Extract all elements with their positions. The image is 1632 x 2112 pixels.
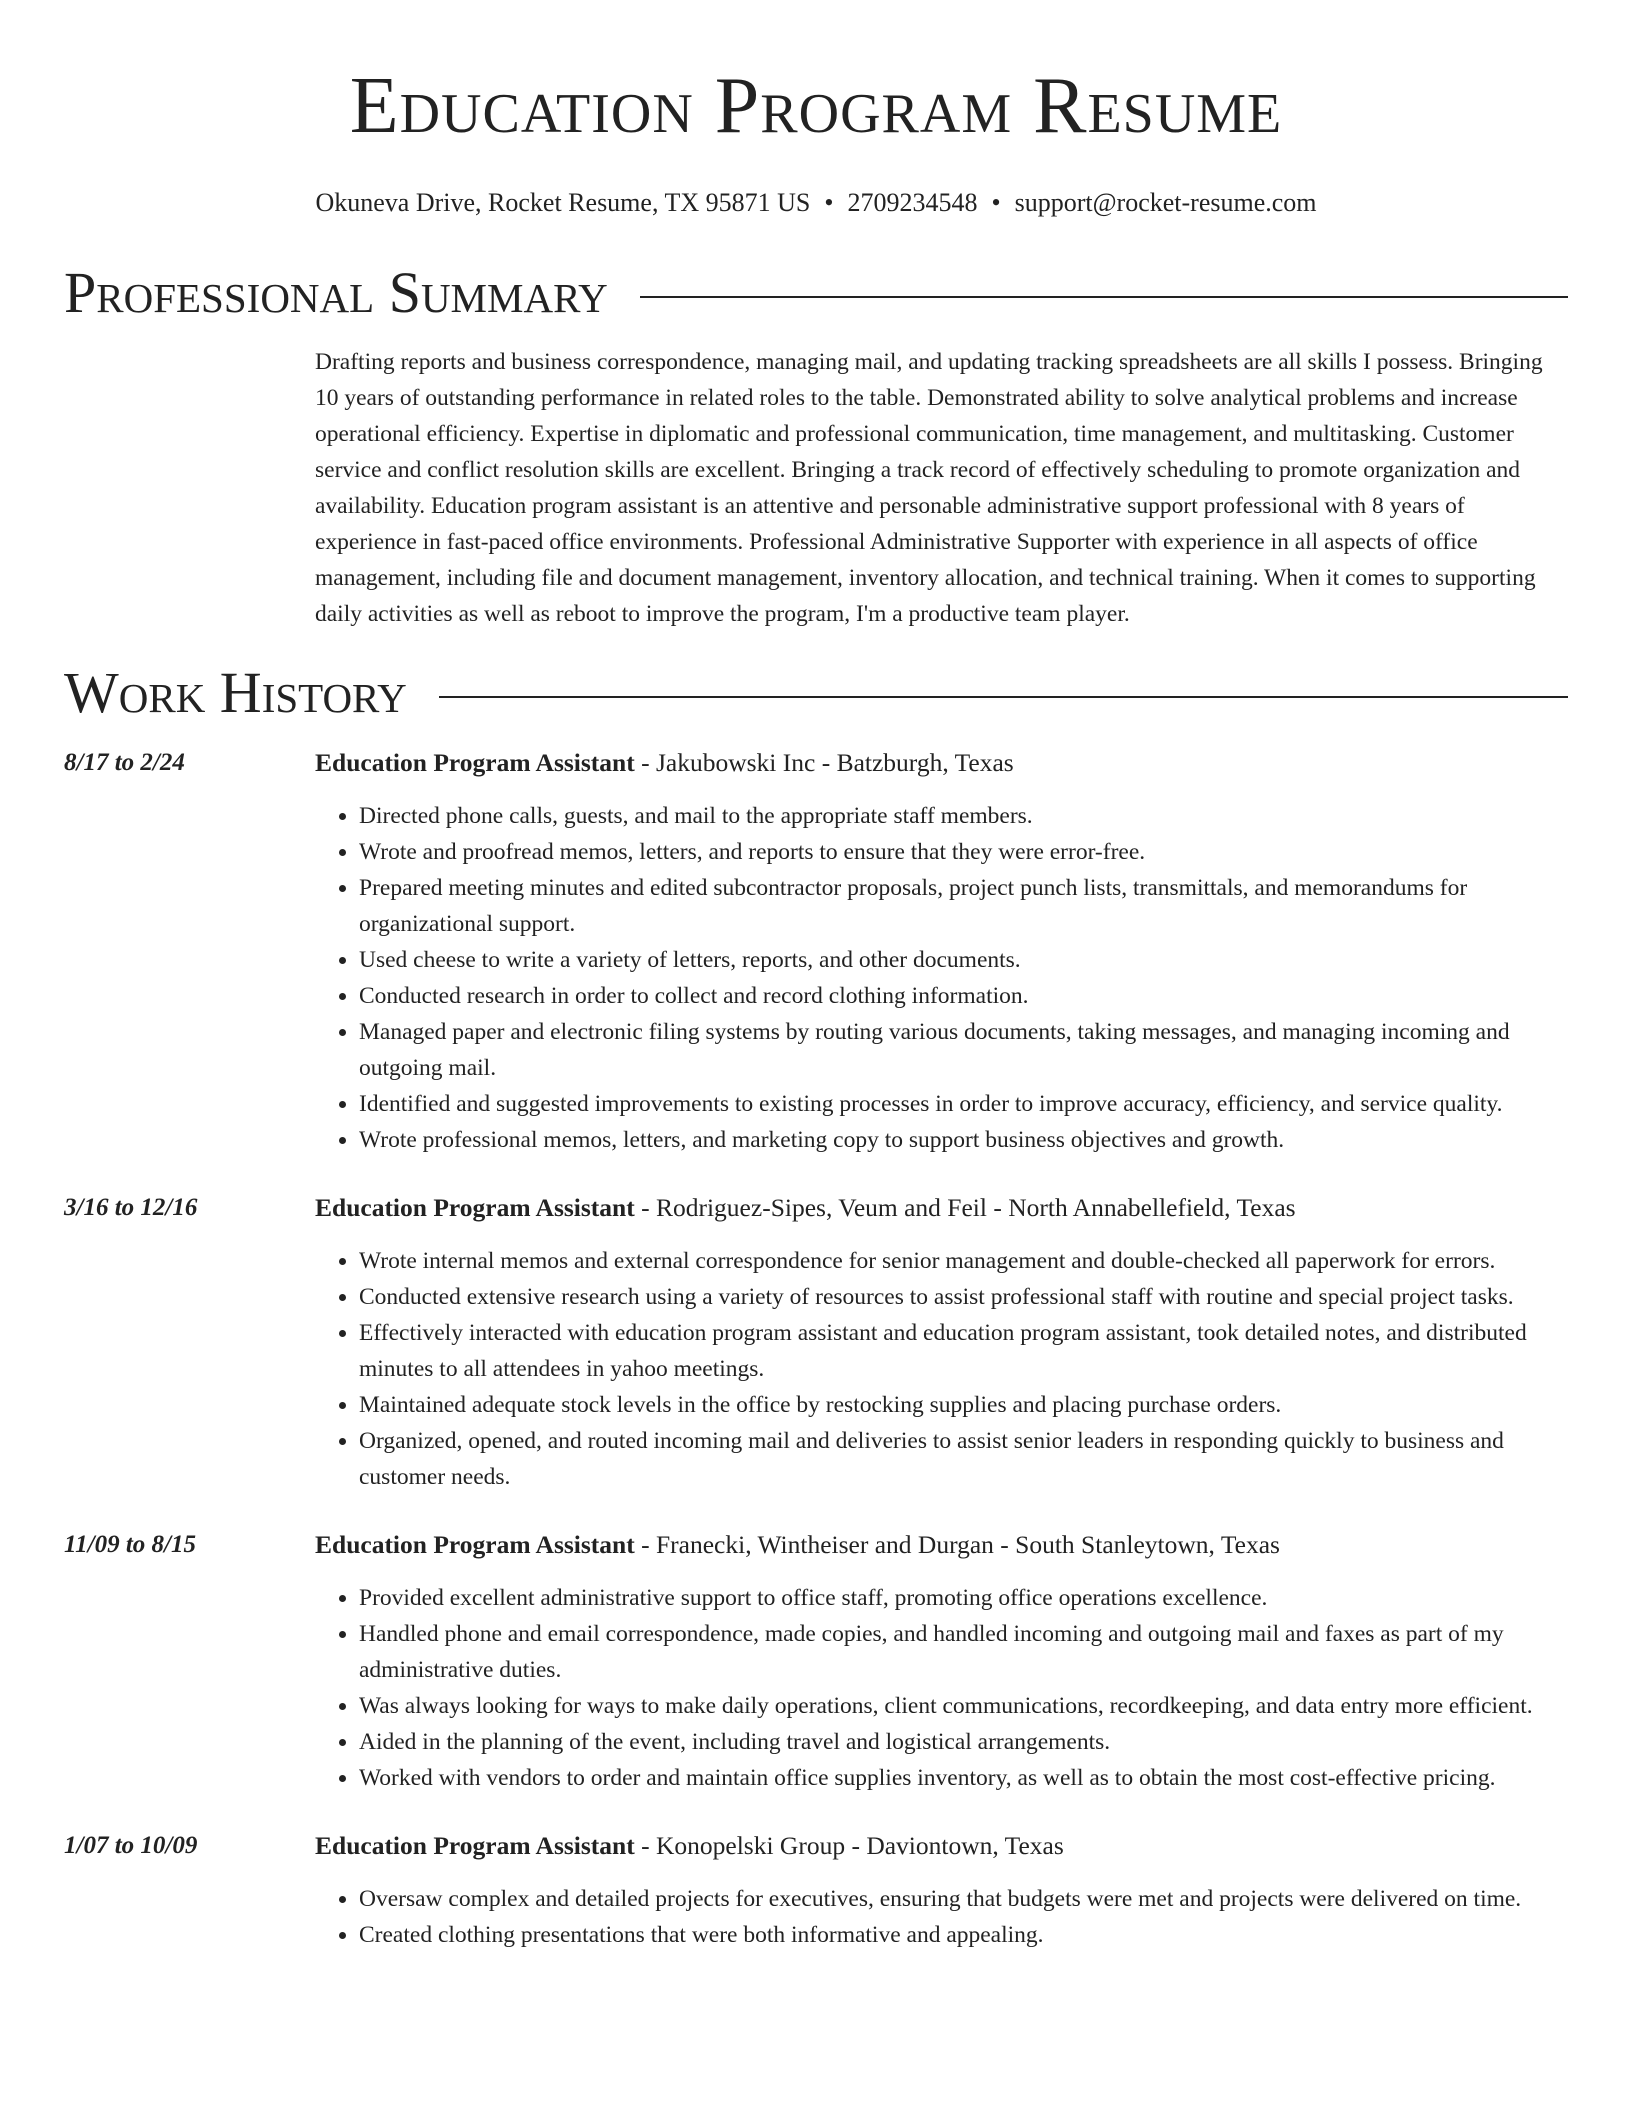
section-title: Work History — [64, 660, 407, 725]
job-title: Education Program Assistant — [315, 1831, 635, 1860]
job-dates: 11/09 to 8/15 — [64, 1531, 196, 1558]
job-entry — [64, 745, 1568, 1158]
list-item: • Maintained adequate stock levels in the office by restocking supplies and placing purchase orders. — [359, 1387, 1568, 1423]
job-company-location: - Jakubowski Inc - Batzburgh, Texas — [634, 748, 1014, 777]
section-title: Professional Summary — [64, 260, 608, 325]
email: support@rocket-resume.com — [1014, 188, 1317, 217]
section-divider — [640, 296, 1568, 298]
list-item: • Oversaw complex and detailed projects for executives, ensuring that budgets were met and projects were delivered on time. — [359, 1881, 1568, 1917]
section-divider — [439, 696, 1568, 698]
job-body — [315, 1527, 1568, 1796]
job-dates: 8/17 to 2/24 — [64, 749, 185, 776]
job-bullets — [315, 1580, 1568, 1796]
job-bullets — [315, 1243, 1568, 1495]
list-item: • Prepared meeting minutes and edited subcontractor proposals, project punch lists, transmittals, and memorandums for organizational support. — [359, 870, 1568, 942]
job-entry — [64, 1828, 1568, 1953]
list-item: • Handled phone and email correspondence, made copies, and handled incoming and outgoing mail and faxes as part of my administrative duties. — [359, 1616, 1568, 1688]
list-item: • Effectively interacted with education program assistant and education program assistant, took detailed notes, and distributed minutes to all attendees in yahoo meetings. — [359, 1315, 1568, 1387]
list-item: • Wrote professional memos, letters, and marketing copy to support business objectives and growth. — [359, 1122, 1568, 1158]
job-bullets — [315, 798, 1568, 1158]
job-body — [315, 745, 1568, 1158]
contact-line — [64, 186, 1568, 220]
list-item: • Organized, opened, and routed incoming mail and deliveries to assist senior leaders in responding quickly to business and customer needs. — [359, 1423, 1568, 1495]
job-title-line — [315, 1190, 1568, 1226]
list-item: • Created clothing presentations that were both informative and appealing. — [359, 1917, 1568, 1953]
job-title-line — [315, 1828, 1568, 1864]
contact-separator: • — [991, 188, 1001, 217]
contact-separator: • — [824, 188, 834, 217]
job-body — [315, 1828, 1568, 1953]
job-bullets — [315, 1881, 1568, 1953]
list-item: • Wrote and proofread memos, letters, and reports to ensure that they were error-free. — [359, 834, 1568, 870]
job-body — [315, 1190, 1568, 1495]
phone: 2709234548 — [847, 188, 978, 217]
job-title: Education Program Assistant — [315, 748, 635, 777]
job-dates: 3/16 to 12/16 — [64, 1194, 198, 1221]
summary-text: Drafting reports and business correspondence, managing mail, and updating tracking spreadsheets are all skills I possess. Bringing 10 years of outstanding performance in related roles to the table. Demonstrated ability to solve analytical problems and increase operational efficiency. Expertise in diplomatic and professional communication, time management, and multitasking. Customer service and conflict resolution skills are excellent. Bringing a track record of effectively scheduling to promote organization and availability. Education program assistant is an attentive and personable administrative support professional with 8 years of experience in fast-paced office environments. Professional Administrative Supporter with experience in all aspects of office management, including file and document management, inventory allocation, and technical training. When it comes to supporting daily activities as well as reboot to improve the program, I'm a productive team player. — [315, 349, 1543, 627]
job-entry — [64, 1527, 1568, 1796]
job-company-location: - Rodriguez-Sipes, Veum and Feil - North Annabellefield, Texas — [634, 1193, 1296, 1222]
list-item: • Was always looking for ways to make daily operations, client communications, recordkeeping, and data entry more efficient. — [359, 1688, 1568, 1724]
list-item: • Directed phone calls, guests, and mail to the appropriate staff members. — [359, 798, 1568, 834]
resume-title: Education Program Resume — [349, 62, 1283, 150]
job-company-location: - Franecki, Wintheiser and Durgan - South Stanleytown, Texas — [634, 1530, 1280, 1559]
list-item: • Aided in the planning of the event, including travel and logistical arrangements. — [359, 1724, 1568, 1760]
job-dates: 1/07 to 10/09 — [64, 1832, 198, 1859]
job-entry — [64, 1190, 1568, 1495]
list-item: • Worked with vendors to order and maintain office supplies inventory, as well as to obtain the most cost-effective pricing. — [359, 1760, 1568, 1796]
job-title: Education Program Assistant — [315, 1193, 635, 1222]
work-history-heading — [64, 658, 1568, 728]
job-title-line — [315, 745, 1568, 781]
professional-summary-heading — [64, 258, 1568, 328]
address: Okuneva Drive, Rocket Resume, TX 95871 US — [315, 188, 811, 217]
list-item: • Conducted research in order to collect and record clothing information. — [359, 978, 1568, 1014]
list-item: • Wrote internal memos and external correspondence for senior management and double-checked all paperwork for errors. — [359, 1243, 1568, 1279]
job-title-line — [315, 1527, 1568, 1563]
job-company-location: - Konopelski Group - Daviontown, Texas — [634, 1831, 1064, 1860]
list-item: • Conducted extensive research using a variety of resources to assist professional staff with routine and special project tasks. — [359, 1279, 1568, 1315]
job-title: Education Program Assistant — [315, 1530, 635, 1559]
list-item: • Identified and suggested improvements to existing processes in order to improve accuracy, efficiency, and service quality. — [359, 1086, 1568, 1122]
work-history-list — [64, 745, 1568, 1953]
list-item: • Provided excellent administrative support to office staff, promoting office operations excellence. — [359, 1580, 1568, 1616]
list-item: • Managed paper and electronic filing systems by routing various documents, taking messages, and managing incoming and outgoing mail. — [359, 1014, 1568, 1086]
list-item: • Used cheese to write a variety of letters, reports, and other documents. — [359, 942, 1568, 978]
